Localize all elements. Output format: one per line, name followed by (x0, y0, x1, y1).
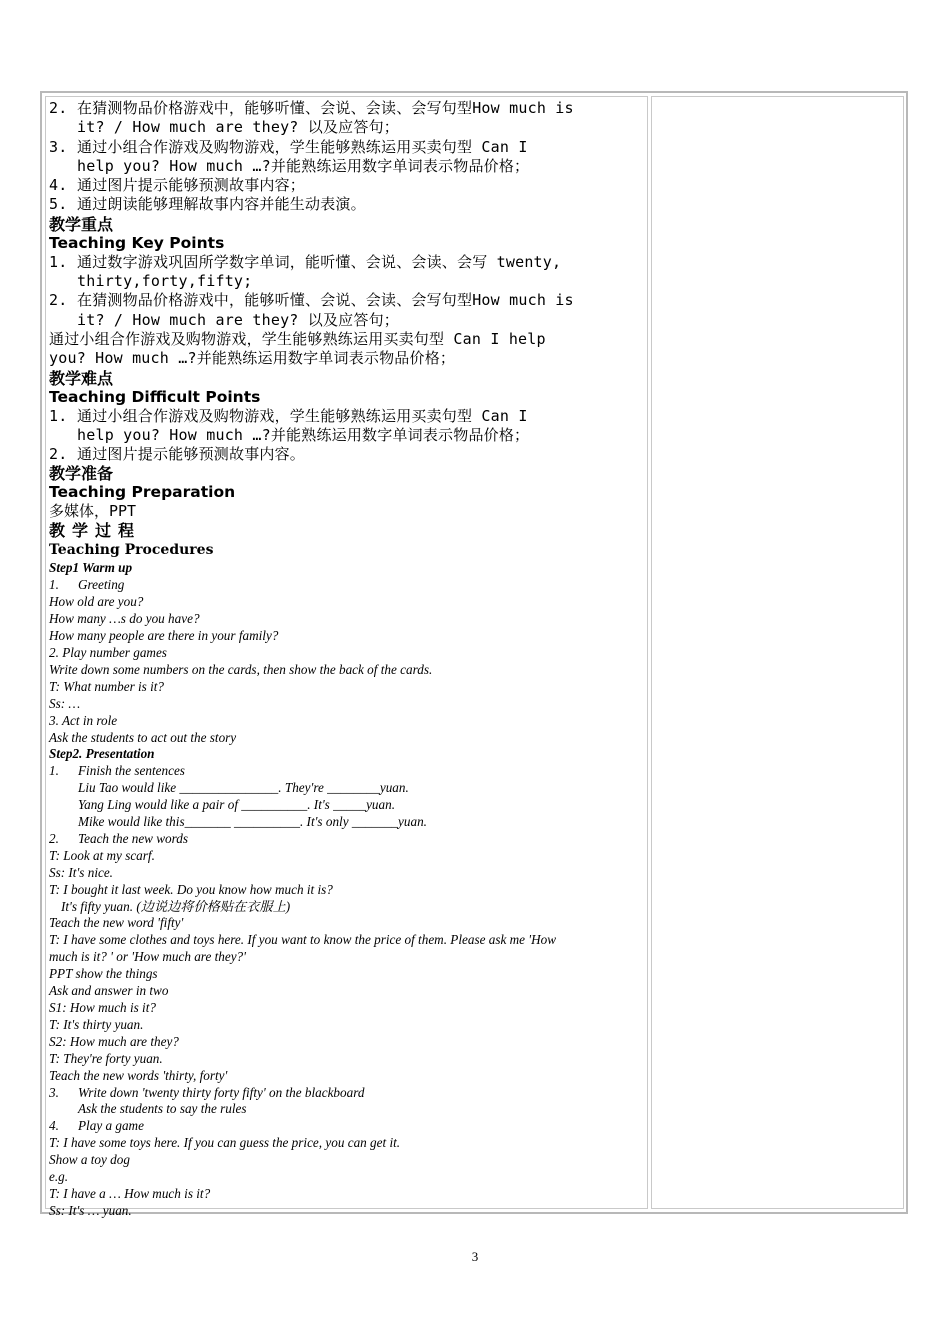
step2-line: Ss: It's … yuan. (49, 1202, 132, 1218)
preparation-heading-cn: 教学准备 (49, 464, 114, 484)
step1-line: 2. Play number games (49, 644, 167, 660)
difficult-point-item-number: 2. (49, 445, 68, 464)
step2-line: Ask and answer in two (49, 983, 169, 999)
step2-line: Show a toy dog (49, 1152, 130, 1168)
step2-line: S2: How much are they? (49, 1033, 179, 1049)
step1-line: Ss: … (49, 695, 81, 711)
step1-numbered-line (49, 577, 647, 594)
step2-line-number: 4. (49, 1118, 59, 1134)
step1-line: How many people are there in your family? (49, 628, 279, 644)
difficult-point-item-line: help you? How much …?并能熟练运用数字单词表示物品价格； (77, 425, 530, 444)
step2-line: S1: How much is it? (49, 1000, 156, 1016)
key-point-extra-line: you? How much …?并能熟练运用数字单词表示物品价格； (49, 349, 456, 368)
lesson-plan-table (40, 91, 908, 1218)
step2-line: Ss: It's nice. (49, 864, 113, 880)
step2-line-text: Write down 'twenty thirty forty fifty' on the blackboard (78, 1084, 365, 1100)
step1-line: How many …s do you have? (49, 611, 200, 627)
step2-line-text: Play a game (78, 1118, 144, 1134)
notes-cell (651, 96, 904, 1209)
content-cell (45, 96, 648, 1218)
objective-item-number: 5. (49, 195, 68, 214)
objective-item-number: 2. (49, 99, 68, 117)
step1-line: 3. Act in role (49, 712, 118, 728)
objective-item (49, 176, 647, 195)
procedures-heading-en: Teaching Procedures (49, 542, 214, 559)
difficult-points-list (49, 407, 647, 465)
difficult-point-item (49, 445, 647, 464)
objective-item-line: help you? How much …?并能熟练运用数字单词表示物品价格； (77, 156, 530, 175)
step2-line: Mike would like this_______ __________. It's only _______yuan. (78, 814, 427, 830)
key-point-item-number: 2. (49, 291, 68, 310)
key-point-item-line: 在猜测物品价格游戏中，能够听懂、会说、会读、会写句型How much is (77, 291, 574, 310)
preparation-heading-en: Teaching Preparation (49, 483, 236, 502)
objective-item-line: it? / How much are they? 以及应答句； (77, 118, 399, 137)
step2-numbered-line (49, 763, 647, 780)
objective-item-line: 通过图片提示能够预测故事内容； (77, 176, 306, 195)
step2-line: T: Look at my scarf. (49, 847, 155, 863)
step1-line: Write down some numbers on the cards, then show the back of the cards. (49, 661, 433, 677)
step2-line: Yang Ling would like a pair of __________. It's _____yuan. (78, 797, 396, 813)
step2-line: much is it? ' or 'How much are they?' (49, 949, 246, 965)
difficult-point-item-line: 通过图片提示能够预测故事内容。 (77, 445, 306, 464)
key-point-item-line: it? / How much are they? 以及应答句； (77, 310, 399, 329)
procedures-heading-cn: 教学过程 (49, 521, 142, 541)
step1-line-number: 1. (49, 577, 59, 593)
key-points-heading-en: Teaching Key Points (49, 233, 225, 252)
difficult-point-item (49, 407, 647, 446)
difficult-points-heading-cn: 教学难点 (49, 368, 114, 388)
key-points-heading-cn: 教学重点 (49, 214, 114, 234)
step2-numbered-line (49, 831, 647, 848)
page-number: 3 (471, 1249, 479, 1264)
objective-item-number: 4. (49, 176, 68, 195)
step2-lines (49, 763, 647, 1219)
key-point-extra-line: 通过小组合作游戏及购物游戏，学生能够熟练运用买卖句型 Can I help (49, 329, 546, 348)
key-point-item (49, 291, 647, 330)
step1-line: T: What number is it? (49, 678, 165, 694)
step2-numbered-line (49, 1118, 647, 1135)
step2-title: Step2. Presentation (49, 746, 155, 762)
objective-item-line: 通过小组合作游戏及购物游戏，学生能够熟练运用买卖句型 Can I (77, 137, 528, 156)
step2-line: PPT show the things (49, 966, 158, 982)
step2-line-number: 2. (49, 830, 59, 846)
objective-item (49, 99, 647, 138)
step2-line: Liu Tao would like _______________. They're ________yuan. (78, 780, 409, 796)
difficult-point-item-number: 1. (49, 406, 68, 425)
objective-item (49, 195, 647, 214)
objective-item-number: 3. (49, 137, 68, 156)
step2-line: Teach the new words 'thirty, forty' (49, 1067, 228, 1083)
key-point-item-line: 通过数字游戏巩固所学数字单词，能听懂、会说、会读、会写 twenty, (77, 252, 562, 271)
key-point-item (49, 253, 647, 292)
step2-line: T: It's thirty yuan. (49, 1016, 144, 1032)
step2-line: T: I have some clothes and toys here. If you want to know the price of them. Please ask me 'How (49, 932, 557, 948)
step2-line: T: I have a … How much is it? (49, 1185, 211, 1201)
step1-lines (49, 577, 647, 746)
objective-item-line: 通过朗读能够理解故事内容并能生动表演。 (77, 195, 366, 214)
step1-line-text: Greeting (78, 577, 125, 593)
step2-line-number: 1. (49, 763, 59, 779)
step2-line-number: 3. (49, 1084, 59, 1100)
step2-line-text: Finish the sentences (78, 763, 185, 779)
step2-line: e.g. (49, 1169, 69, 1185)
difficult-point-item-line: 通过小组合作游戏及购物游戏，学生能够熟练运用买卖句型 Can I (77, 406, 528, 425)
step2-line: Ask the students to say the rules (78, 1101, 247, 1117)
step1-line: Ask the students to act out the story (49, 729, 237, 745)
step2-line: T: I bought it last week. Do you know how much it is? (49, 881, 333, 897)
step2-line-text: Teach the new words (78, 830, 189, 846)
step2-line: T: They're forty yuan. (49, 1050, 163, 1066)
key-point-item-line: thirty,forty,fifty; (77, 272, 253, 291)
key-points-list (49, 253, 647, 330)
preparation-text: 多媒体，PPT (49, 502, 137, 521)
difficult-points-heading-en: Teaching Difficult Points (49, 387, 261, 406)
step2-line: It's fifty yuan. (边说边将价格贴在衣服上) (61, 898, 291, 914)
step2-line: T: I have some toys here. If you can guess the price, you can get it. (49, 1135, 401, 1151)
step1-line: How old are you? (49, 594, 144, 610)
objective-item (49, 138, 647, 177)
key-point-item-number: 1. (49, 252, 68, 271)
step1-title: Step1 Warm up (49, 560, 133, 576)
step2-line: Teach the new word 'fifty' (49, 915, 184, 931)
objective-item-line: 在猜测物品价格游戏中，能够听懂、会说、会读、会写句型How much is (77, 99, 574, 117)
objectives-list (49, 99, 647, 215)
step2-numbered-line (49, 1085, 647, 1102)
key-points-extra (49, 330, 647, 369)
